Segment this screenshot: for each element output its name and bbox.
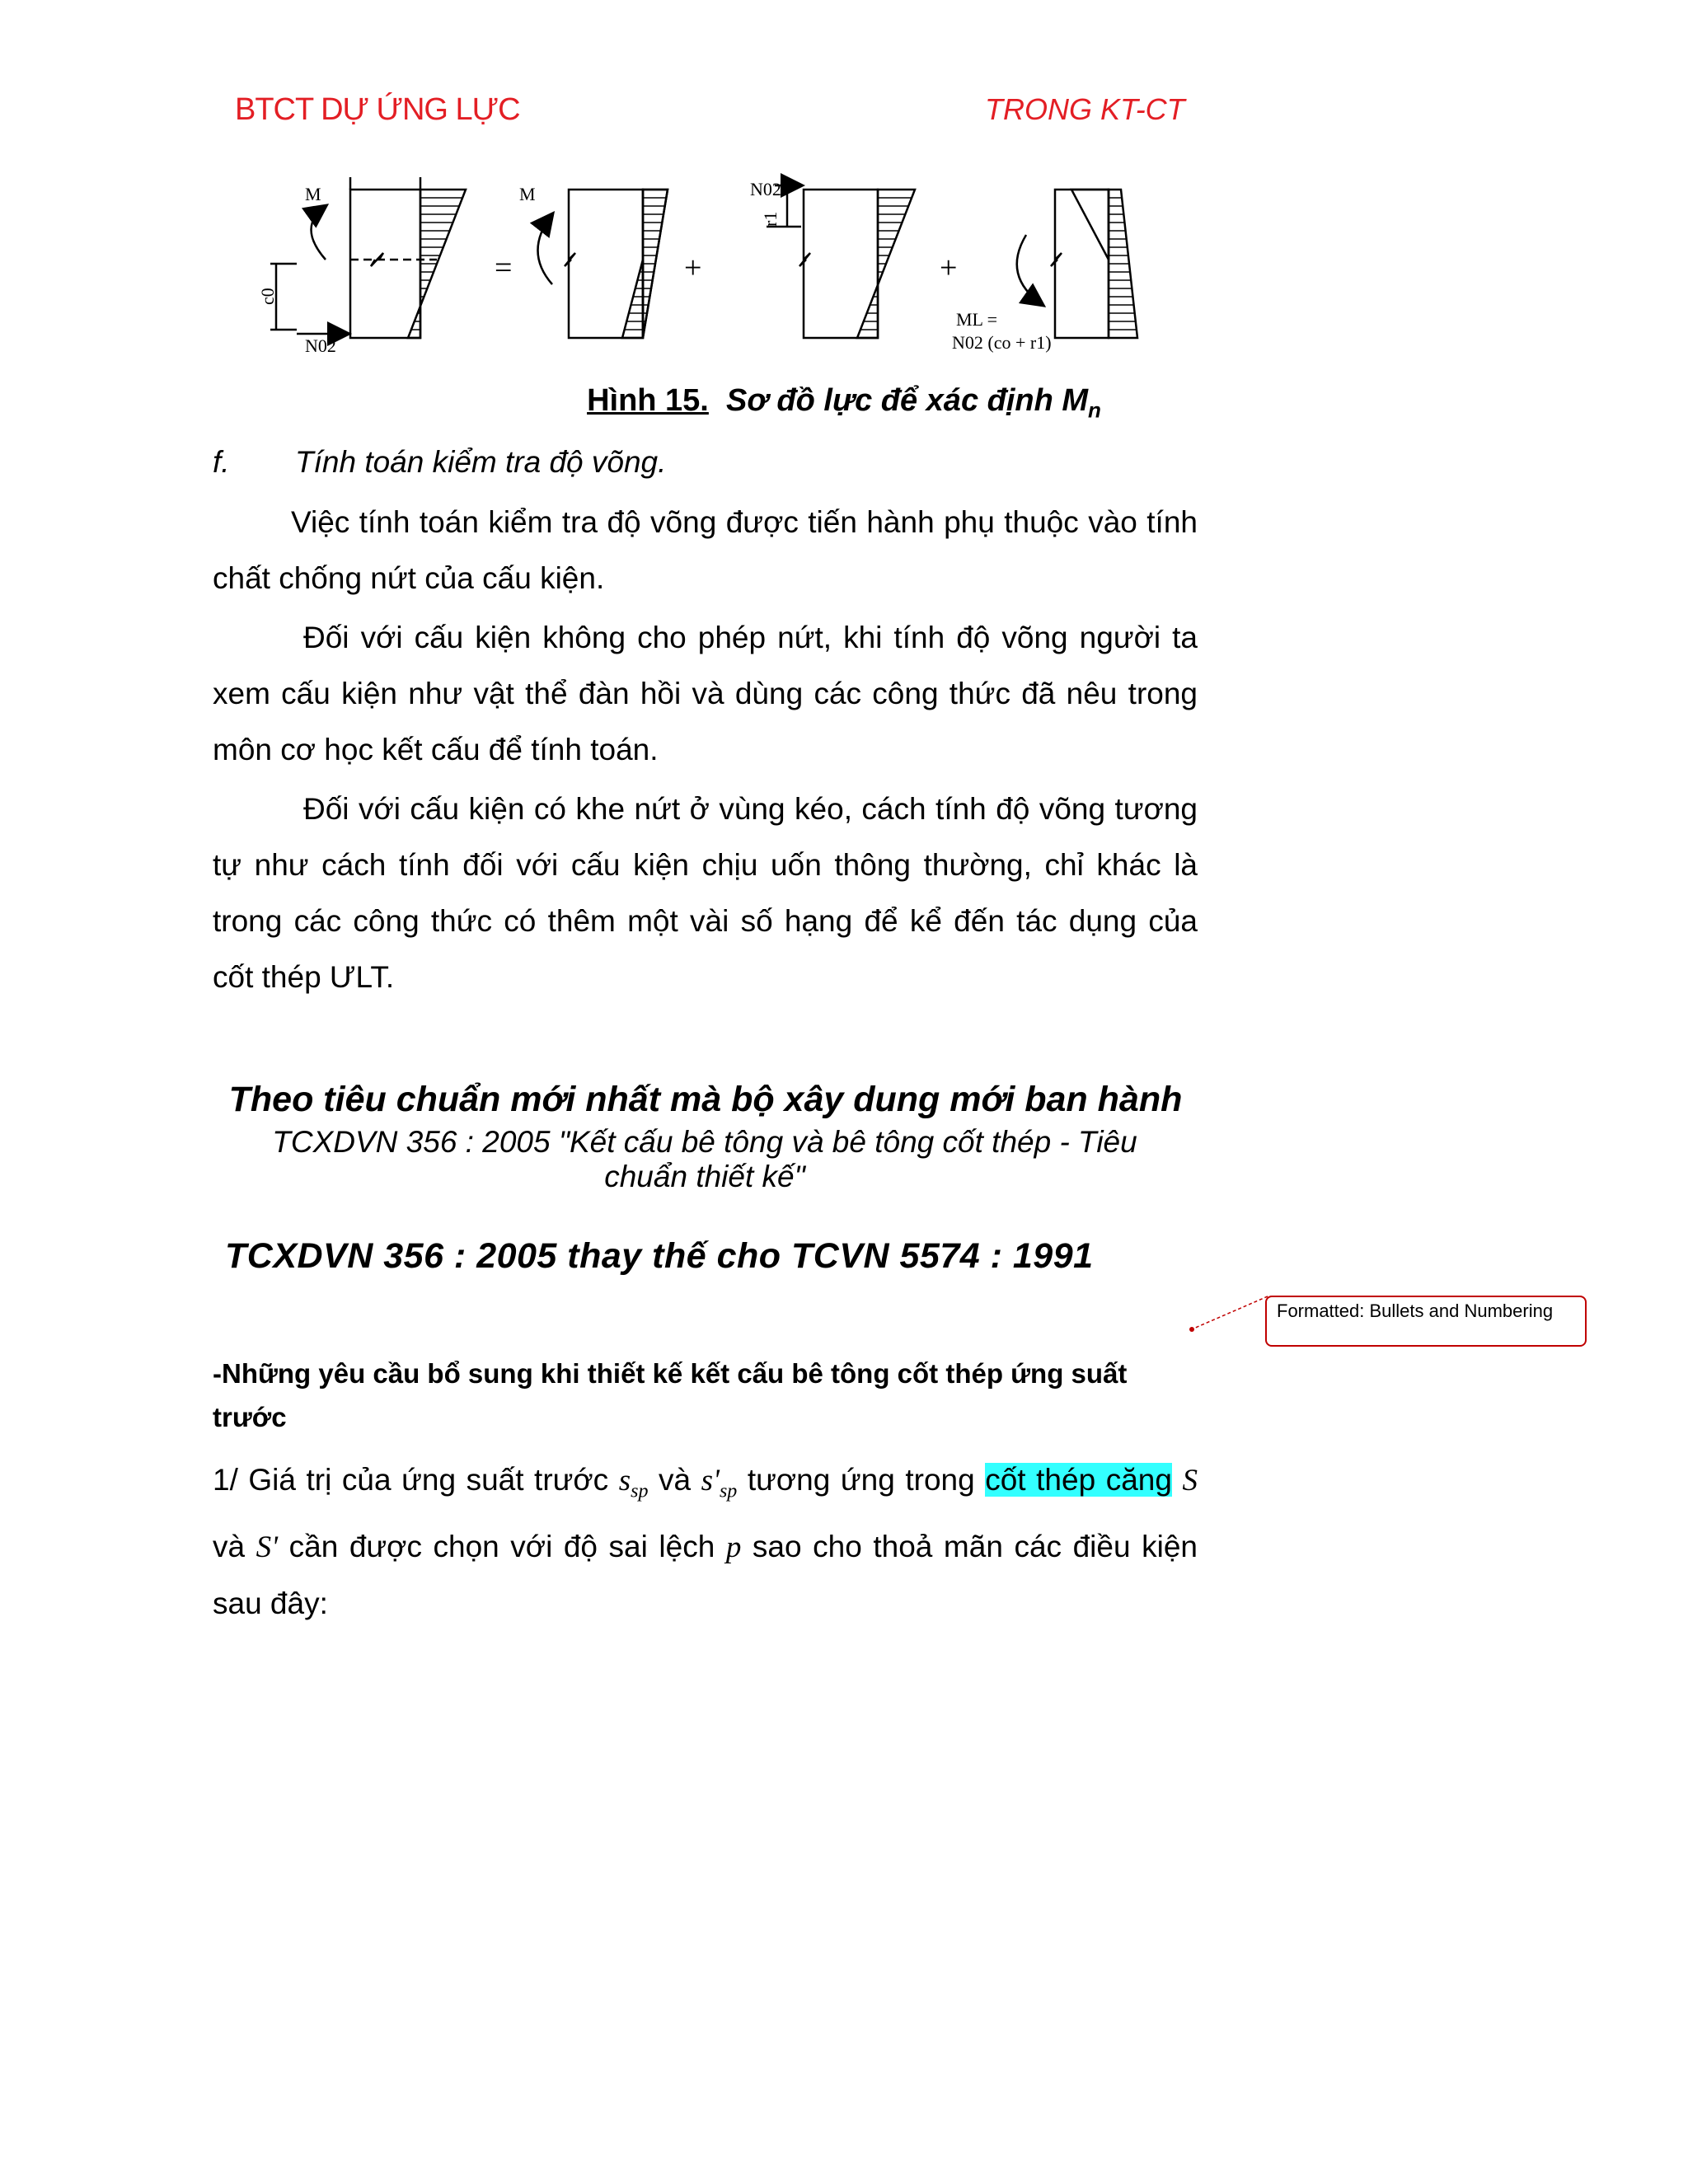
label-n02a: N02 — [305, 335, 336, 356]
text-seg: sao cho thoả mãn các điều kiện sau đây: — [213, 1530, 1198, 1621]
label-plus1: + — [684, 251, 702, 285]
subheading-standard: TCXDVN 356 : 2005 "Kết cấu bê tông và bê tông cốt thép - Tiêu chuẩn thiết kế" — [272, 1125, 1137, 1193]
comment-balloon[interactable]: Formatted: Bullets and Numbering — [1265, 1296, 1587, 1347]
paragraph-condition — [213, 1452, 1198, 1632]
heading-replacement: TCXDVN 356 : 2005 thay thế cho TCVN 5574 : 1991 — [225, 1236, 1094, 1276]
section-f — [213, 445, 666, 480]
text-seg: 1/ Giá trị của ứng suất trước — [213, 1463, 619, 1497]
header-right: TRONG KT-CT — [985, 92, 1185, 126]
beam-4 — [1055, 190, 1109, 338]
section-f-title: Tính toán kiểm tra độ võng. — [295, 445, 667, 479]
paragraph-3: Đối với cấu kiện có khe nứt ở vùng kéo, cách tính độ võng tương tự như cách tính đối với cấu kiện chịu uốn thông thường, chỉ khác là trong các công thức có thêm một vài số hạng để kể đến tác dụng của cốt thép ƯLT. — [213, 792, 1198, 994]
label-eq: = — [495, 251, 513, 285]
math-sigma-sp: $s_{sp}$ — [618, 1464, 649, 1502]
force-diagram — [247, 161, 1195, 367]
label-n02b: N02 — [750, 179, 781, 199]
caption-text: Sơ đồ lực để xác định M — [726, 383, 1089, 418]
paragraph-2: Đối với cấu kiện không cho phép nứt, khi tính độ võng người ta xem cấu kiện như vật thể đàn hồi và dùng các công thức đã nêu trong môn cơ học kết cấu để tính toán. — [213, 621, 1198, 766]
math-p: p — [725, 1530, 742, 1565]
label-plus2: + — [940, 251, 958, 285]
caption-sub: n — [1088, 397, 1101, 423]
label-ml1: ML = — [956, 309, 998, 330]
beam-1 — [350, 190, 420, 338]
stress-1 — [408, 190, 466, 338]
math-s-prime: S' — [256, 1530, 279, 1565]
label-r1: r1 — [760, 211, 781, 227]
heading-standard: Theo tiêu chuẩn mới nhất mà bộ xây dung mới ban hành — [228, 1080, 1183, 1119]
label-m1: M — [305, 184, 321, 204]
comment-connector — [1187, 1294, 1269, 1335]
section-f-label: f. — [213, 445, 230, 479]
label-m2: M — [519, 184, 536, 204]
text-seg: và — [213, 1530, 256, 1564]
text-seg: tương ứng trong — [737, 1463, 986, 1497]
text-seg: cần được chọn với độ sai lệch — [278, 1530, 726, 1564]
math-sigma-sp-prime: $s'_{sp}$ — [701, 1464, 738, 1502]
label-ml2: N02 (co + r1) — [952, 332, 1052, 353]
caption-number: Hình 15. — [587, 383, 709, 418]
requirements-heading: -Những yêu cầu bổ sung khi thiết kế kết cấu bê tông cốt thép ứng suất trước — [213, 1358, 1128, 1432]
label-c0: c0 — [257, 288, 278, 305]
highlighted-text: cốt thép căng — [985, 1463, 1172, 1497]
paragraph-1: Việc tính toán kiểm tra độ võng được tiến hành phụ thuộc vào tính chất chống nứt của cấu kiện. — [213, 505, 1198, 595]
figure-caption — [0, 383, 1688, 424]
text-seg: và — [648, 1463, 701, 1497]
math-s: S — [1182, 1464, 1198, 1497]
header-left: BTCT DỰ ỨNG LỰC — [235, 92, 520, 127]
